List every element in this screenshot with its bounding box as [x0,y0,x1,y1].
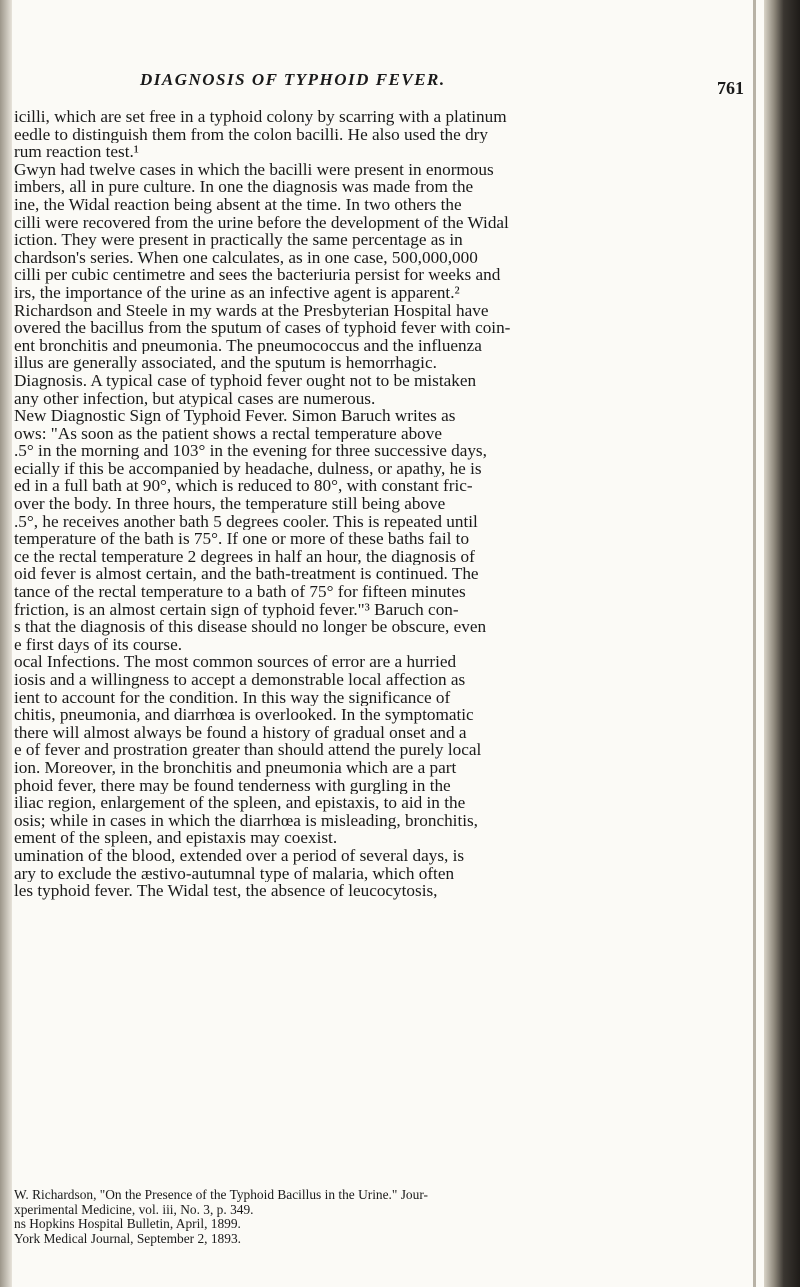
text-line: phoid fever, there may be found tenderness with gurgling in the [14,776,451,795]
text-line: cilli per cubic centimetre and sees the bacteriuria persist for weeks and [14,266,501,284]
text-line: iosis and a willingness to accept a demonstrable local affection as [14,671,466,689]
text-line: les typhoid fever. The Widal test, the absence of leucocytosis, [14,882,438,900]
book-edge-strip [764,0,800,1287]
text-line: oid fever is almost certain, and the bath-treatment is continued. The [14,565,479,584]
text-line: iliac region, enlargement of the spleen, and epistaxis, to aid in the [14,794,466,812]
footnote-line: W. Richardson, "On the Presence of the Typhoid Bacillus in the Urine." Jour- [14,1188,428,1202]
text-line: ement of the spleen, and epistaxis may coexist. [14,829,338,847]
text-line: chitis, pneumonia, and diarrhœa is overlooked. In the symptomatic [14,706,474,724]
text-line: rum reaction test.¹ [14,143,139,161]
text-line: ce the rectal temperature 2 degrees in half an hour, the diagnosis of [14,547,475,566]
page-edge-line [753,0,756,1287]
text-line: friction, is an almost certain sign of typhoid fever."³ Baruch con- [14,600,459,619]
footnote-line: ns Hopkins Hospital Bulletin, April, 1899. [14,1217,241,1231]
footnotes [14,1188,736,1246]
text-line: Richardson and Steele in my wards at the Presbyterian Hospital have [14,301,489,320]
text-line: e of fever and prostration greater than should attend the purely local [14,741,482,759]
body-text [14,108,736,900]
text-line: ion. Moreover, in the bronchitis and pneumonia which are a part [14,758,457,777]
text-line: osis; while in cases in which the diarrhœa is misleading, bronchitis, [14,811,478,830]
text-line: there will almost always be found a history of gradual onset and a [14,723,467,742]
running-title: DIAGNOSIS OF TYPHOID FEVER. [140,70,446,89]
text-line: ocal Infections. The most common sources of error are a hurried [14,653,457,671]
text-line: tance of the rectal temperature to a bath of 75° for fifteen minutes [14,583,466,601]
text-line: temperature of the bath is 75°. If one or more of these baths fail to [14,530,470,548]
text-line: ecially if this be accompanied by headache, dulness, or apathy, he is [14,459,482,478]
text-line: iction. They were present in practically the same percentage as in [14,231,463,249]
text-line: ed in a full bath at 90°, which is reduced to 80°, with constant fric- [14,477,473,496]
text-line: irs, the importance of the urine as an infective agent is apparent.² [14,283,460,302]
text-line: illus are generally associated, and the sputum is hemorrhagic. [14,354,437,372]
text-line: Diagnosis. A typical case of typhoid fever ought not to be mistaken [14,371,477,390]
text-line: over the body. In three hours, the temperature still being above [14,495,446,513]
text-line: chardson's series. When one calculates, as in one case, 500,000,000 [14,248,478,267]
text-line: icilli, which are set free in a typhoid colony by scarring with a platinum [14,108,507,126]
page-number: 761 [717,78,744,98]
text-line: Gwyn had twelve cases in which the bacilli were present in enormous [14,160,494,179]
footnote-line: xperimental Medicine, vol. iii, No. 3, p. 349. [14,1202,254,1217]
text-line: ows: "As soon as the patient shows a rectal temperature above [14,424,442,443]
text-line: eedle to distinguish them from the colon bacilli. He also used the dry [14,125,488,144]
text-line: .5°, he receives another bath 5 degrees cooler. This is repeated until [14,512,478,531]
text-line: .5° in the morning and 103° in the evening for three successive days, [14,442,487,460]
text-line: ary to exclude the æstivo-autumnal type of malaria, which often [14,864,455,883]
text-line: umination of the blood, extended over a period of several days, is [14,846,465,865]
text-line: cilli were recovered from the urine before the development of the Widal [14,213,509,232]
text-line: overed the bacillus from the sputum of cases of typhoid fever with coin- [14,319,511,337]
text-line: any other infection, but atypical cases are numerous. [14,389,376,408]
page-gutter-shadow [0,0,12,1287]
footnote-line: York Medical Journal, September 2, 1893. [14,1231,241,1246]
text-line: ient to account for the condition. In this way the significance of [14,688,451,707]
text-line: ine, the Widal reaction being absent at the time. In two others the [14,195,462,214]
text-line: e first days of its course. [14,635,183,654]
text-line: s that the diagnosis of this disease should no longer be obscure, even [14,618,487,636]
text-line: ent bronchitis and pneumonia. The pneumococcus and the influenza [14,336,482,355]
text-line: New Diagnostic Sign of Typhoid Fever. Simon Baruch writes as [14,407,456,425]
text-line: imbers, all in pure culture. In one the diagnosis was made from the [14,178,474,196]
